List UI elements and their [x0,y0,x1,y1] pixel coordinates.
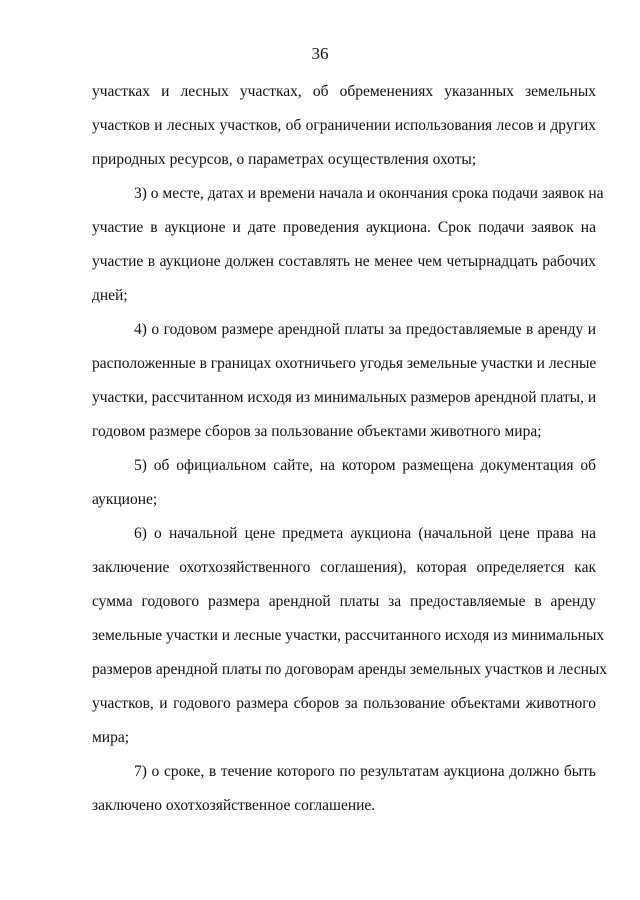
text-line: 7) о сроке, в течение которого по результатам аукциона должно быть [134,763,596,780]
text-line: заключение охотхозяйственного соглашения), которая определяется как [92,559,596,576]
text-line: участие в аукционе должен составлять не менее чем четырнадцать рабочих [92,253,596,270]
document-body [92,82,608,830]
text-line: участков и лесных участков, об ограничении использования лесов и других [92,117,596,134]
text-line: размеров арендной платы по договорам аренды земельных участков и лесных [92,661,608,678]
text-line: аукционе; [92,491,158,508]
text-line: земельные участки и лесные участки, рассчитанного исходя из минимальных [92,627,605,644]
text-line: участках и лесных участках, об обременениях указанных земельных [92,83,596,100]
text-line: участки, рассчитанном исходя из минимальных размеров арендной платы, и [92,389,597,406]
text-line: заключено охотхозяйственное соглашение. [92,797,376,814]
text-line: расположенные в границах охотничьего угодья земельные участки и лесные [92,355,597,372]
text-line: 4) о годовом размере арендной платы за предоставляемые в аренду и [134,321,596,338]
page-number: 36 [311,44,329,63]
text-line: природных ресурсов, о параметрах осуществления охоты; [92,151,477,168]
text-line: сумма годового размера арендной платы за предоставляемые в аренду [92,593,596,610]
text-line: 5) об официальном сайте, на котором размещена документация об [134,457,596,474]
text-line: 3) о месте, датах и времени начала и окончания срока подачи заявок на [134,185,604,202]
text-line: участие в аукционе и дате проведения аукциона. Срок подачи заявок на [92,219,596,236]
text-line: мира; [92,729,130,746]
text-line: годовом размере сборов за пользование объектами животного мира; [92,423,542,440]
text-line: дней; [92,287,128,304]
text-line: участков, и годового размера сборов за пользование объектами животного [92,695,596,712]
text-line: 6) о начальной цене предмета аукциона (начальной цене права на [134,525,596,542]
